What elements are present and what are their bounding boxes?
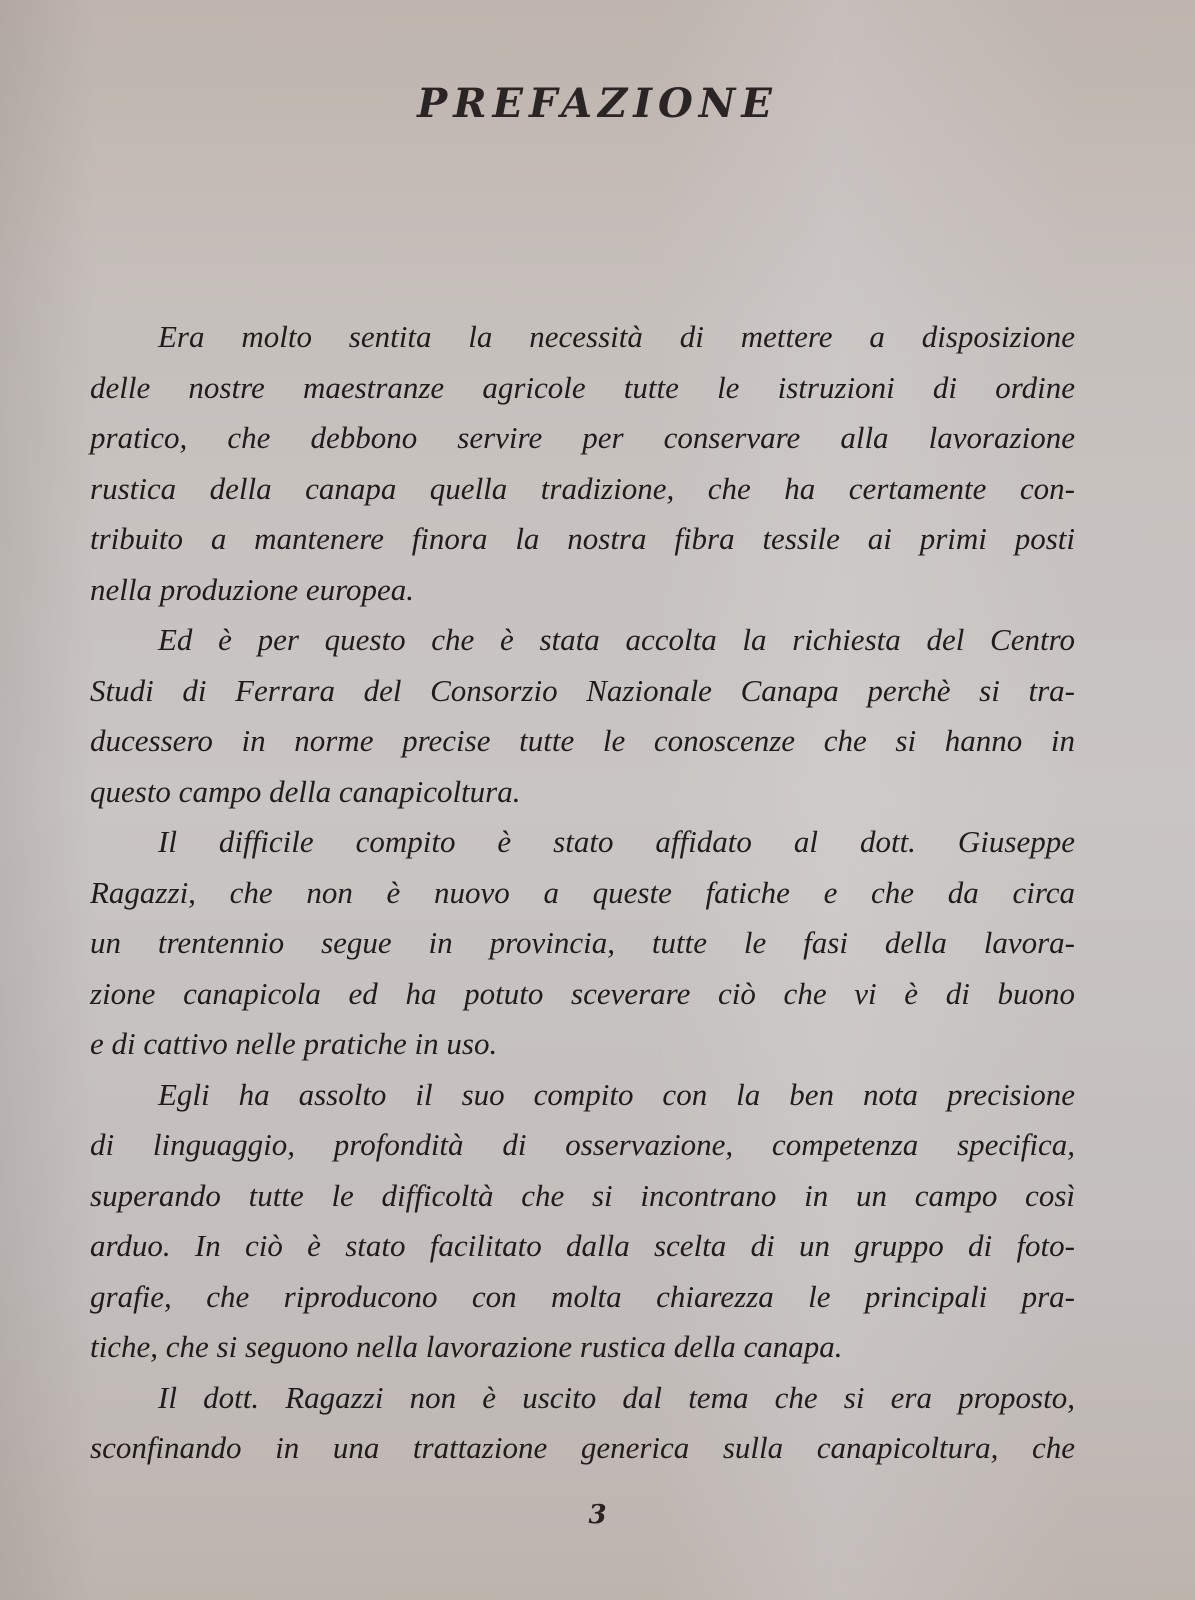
paragraph-4	[90, 1070, 1075, 1373]
text-line: Egli ha assolto il suo compito con la ben nota precisione	[158, 1076, 1075, 1112]
text-line: superando tutte le difficoltà che si incontrano in un campo così	[90, 1177, 1075, 1213]
paragraph-1	[90, 312, 1075, 615]
page-title: PREFAZIONE	[417, 80, 778, 127]
page-number: 3	[588, 1500, 607, 1530]
text-line: questo campo della canapicoltura.	[90, 773, 521, 809]
paragraph-3	[90, 817, 1075, 1070]
text-line: Studi di Ferrara del Consorzio Nazionale Canapa perchè si tra-	[90, 672, 1075, 708]
text-line: zione canapicola ed ha potuto sceverare ciò che vi è di buono	[90, 975, 1075, 1011]
text-line: tribuito a mantenere finora la nostra fibra tessile ai primi posti	[90, 521, 1075, 556]
text-line: delle nostre maestranze agricole tutte le istruzioni di ordine	[90, 369, 1075, 405]
text-line: nella produzione europea.	[90, 571, 415, 607]
text-line: Il dott. Ragazzi non è uscito dal tema che si era proposto,	[158, 1379, 1075, 1415]
text-line: un trentennio segue in provincia, tutte le fasi della lavora-	[90, 925, 1075, 960]
text-line: sconfinando in una trattazione generica sulla canapicoltura, che	[90, 1430, 1075, 1465]
text-line: Il difficile compito è stato affidato al dott. Giuseppe	[158, 824, 1075, 859]
text-line: pratico, che debbono servire per conservare alla lavorazione	[90, 420, 1075, 455]
text-line: rustica della canapa quella tradizione, che ha certamente con-	[90, 470, 1075, 506]
body-text	[90, 312, 1075, 1474]
text-line: Era molto sentita la necessità di mettere a disposizione	[158, 319, 1075, 354]
text-line: di linguaggio, profondità di osservazione, competenza specifica,	[90, 1127, 1075, 1162]
text-line: tiche, che si seguono nella lavorazione rustica della canapa.	[90, 1329, 843, 1364]
text-line: Ed è per questo che è stata accolta la richiesta del Centro	[158, 622, 1075, 657]
text-line: ducessero in norme precise tutte le conoscenze che si hanno in	[90, 723, 1075, 758]
paragraph-5	[90, 1373, 1075, 1474]
paragraph-2	[90, 615, 1075, 817]
text-line: e di cattivo nelle pratiche in uso.	[90, 1026, 498, 1061]
text-line: arduo. In ciò è stato facilitato dalla scelta di un gruppo di foto-	[90, 1228, 1075, 1263]
text-line: Ragazzi, che non è nuovo a queste fatiche e che da circa	[90, 874, 1075, 910]
text-line: grafie, che riproducono con molta chiarezza le principali pra-	[90, 1278, 1075, 1314]
